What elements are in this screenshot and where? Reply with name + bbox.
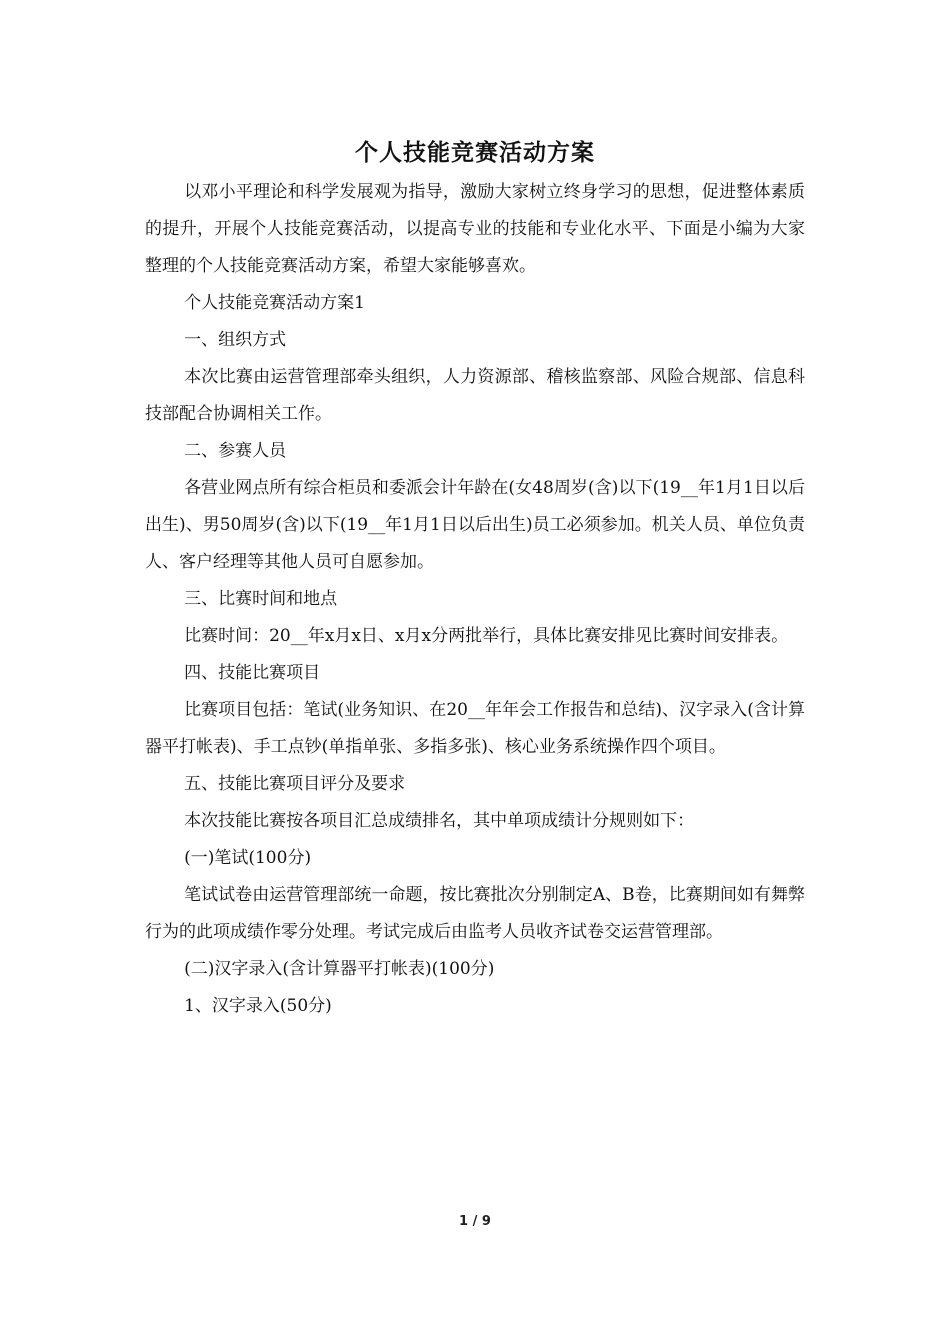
paragraph-written-test: 笔试试卷由运营管理部统一命题，按比赛批次分别制定A、B卷，比赛期间如有舞弊行为的此项成绩作零分处理。考试完成后由监考人员收齐试卷交运营管理部。 [145,885,805,942]
subheading-character-entry-1: 1、汉字录入(50分) [184,996,332,1016]
section-heading-items: 四、技能比赛项目 [184,663,321,683]
paragraph-participants: 各营业网点所有综合柜员和委派会计年龄在(女48周岁(含)以下(19__年1月1日以后出生)、男50周岁(含)以下(19__年1月1日以后出生)员工必须参加。机关人员、单位负责人、客户经理等其他人员可自愿参加。 [145,478,805,572]
document-body [145,174,805,1025]
paragraph-intro: 以邓小平理论和科学发展观为指导，激励大家树立终身学习的思想，促进整体素质的提升，开展个人技能竞赛活动，以提高专业的技能和专业化水平、下面是小编为大家整理的个人技能竞赛活动方案，希望大家能够喜欢。 [145,182,805,276]
section-heading-participants: 二、参赛人员 [184,441,287,461]
subheading-written-test: (一)笔试(100分) [184,848,312,868]
section-heading-organization: 一、组织方式 [184,330,287,350]
paragraph-plan-heading: 个人技能竞赛活动方案1 [184,293,365,313]
document-title: 个人技能竞赛活动方案 [355,139,595,167]
page-indicator: 1 / 9 [459,1214,491,1229]
section-heading-time-place: 三、比赛时间和地点 [184,589,338,609]
section-heading-scoring: 五、技能比赛项目评分及要求 [184,774,406,794]
paragraph-organization: 本次比赛由运营管理部牵头组织，人力资源部、稽核监察部、风险合规部、信息科技部配合协调相关工作。 [145,367,805,424]
paragraph-items: 比赛项目包括：笔试(业务知识、在20__年年会工作报告和总结)、汉字录入(含计算器平打帐表)、手工点钞(单指单张、多指多张)、核心业务系统操作四个项目。 [145,700,805,757]
subheading-character-entry: (二)汉字录入(含计算器平打帐表)(100分) [184,959,495,979]
paragraph-time-place: 比赛时间：20__年x月x日、x月x分两批举行，具体比赛安排见比赛时间安排表。 [184,626,789,646]
paragraph-scoring: 本次技能比赛按各项目汇总成绩排名，其中单项成绩计分规则如下： [184,811,695,831]
